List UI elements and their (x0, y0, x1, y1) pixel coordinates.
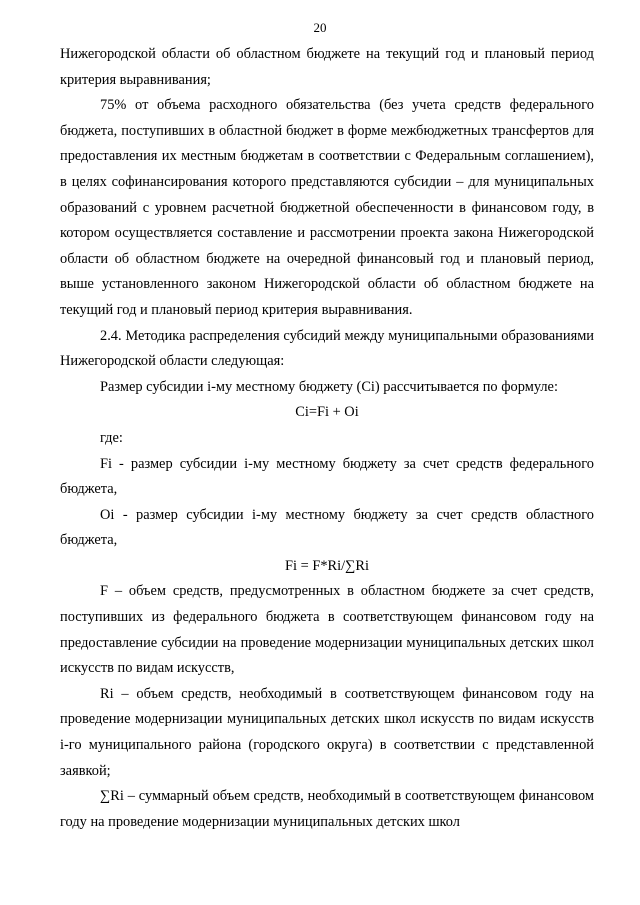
document-body (60, 42, 594, 835)
paragraph-criteria-end: Нижегородской области об областном бюджете на текущий год и плановый период критерия выравнивания; (60, 46, 594, 88)
paragraph-fi-definition: Fi - размер субсидии i-му местному бюджету за счет средств федерального бюджета, (60, 455, 594, 498)
paragraph-methodology-heading: 2.4. Методика распределения субсидий между муниципальными образованиями Нижегородской области следующая: (60, 327, 594, 370)
paragraph-75-percent: 75% от объема расходного обязательства (без учета средств федерального бюджета, поступивших в областной бюджет в форме межбюджетных трансфертов для предоставления их местным бюджетам в соответствии с Федеральным соглашением), в целях софинансирования которого представляются субсидии – для муниципальных образований с уровнем расчетной бюджетной обеспеченности в финансовом году, в котором осуществляется составление и рассмотрении проекта закона Нижегородской области об областном бюджете на очередной финансовый год и плановый период, выше установленного законом Нижегородской области об областном бюджете на текущий год и плановый период критерия выравнивания. (60, 97, 594, 318)
paragraph-f-definition: F – объем средств, предусмотренных в областном бюджете за счет средств, поступивших из федерального бюджета в соответствующем финансовом году на предоставление субсидии на проведение модернизации муниципальных детских школ искусств по видам искусств, (60, 583, 594, 677)
paragraph-sum-ri-definition: ∑Ri – суммарный объем средств, необходимый в соответствующем финансовом году на проведение модернизации муниципальных детских школ (60, 788, 594, 830)
paragraph-oi-definition: Oi - размер субсидии i-му местному бюджету за счет средств областного бюджета, (60, 506, 594, 549)
formula-ci: Ci=Fi + Oi (295, 404, 359, 421)
paragraph-subsidy-size: Размер субсидии i-му местному бюджету (Ci) рассчитывается по формуле: (100, 378, 558, 395)
paragraph-ri-definition: Ri – объем средств, необходимый в соответствующем финансовом году на проведение модернизации муниципальных детских школ искусств по видам искусств i-го муниципального района (городского округа) в соответствии с представленной заявкой; (60, 685, 594, 779)
page-number: 20 (313, 20, 327, 35)
paragraph-where: где: (100, 429, 123, 446)
formula-fi: Fi = F*Ri/∑Ri (285, 557, 369, 574)
